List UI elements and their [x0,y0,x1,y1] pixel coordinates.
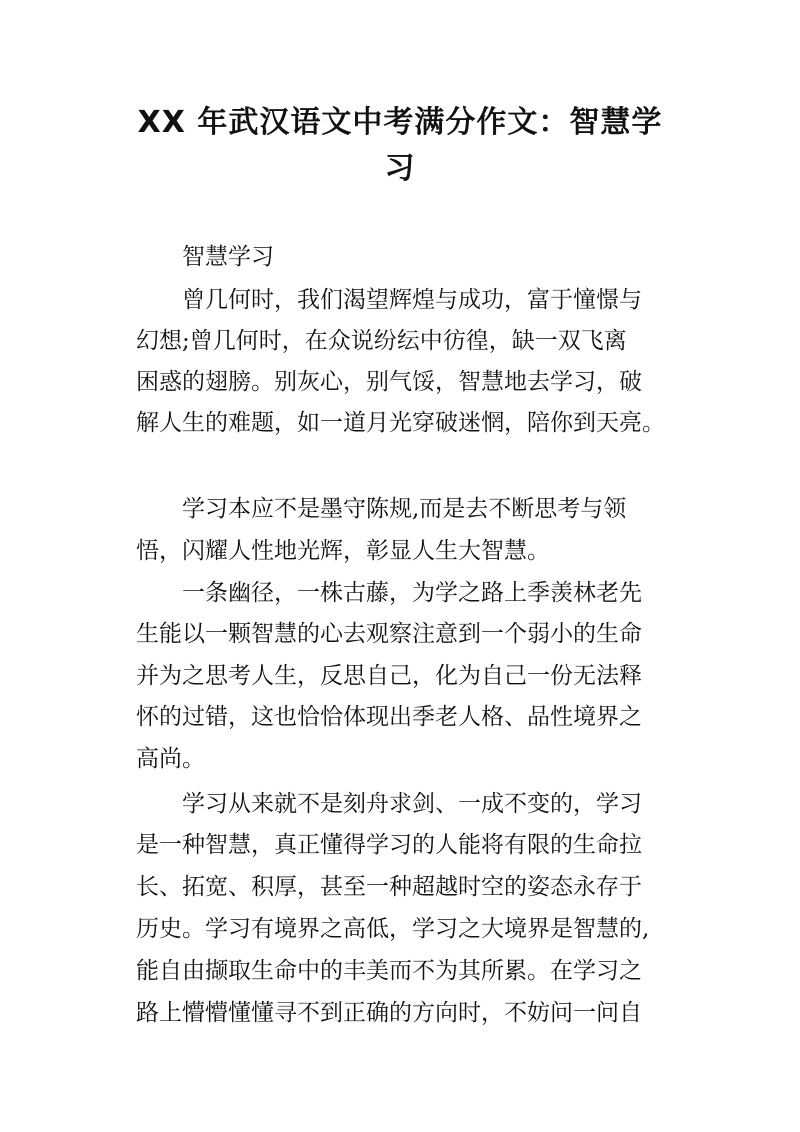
paragraph-line: 历史。学习有境界之高低，学习之大境界是智慧的, [136,916,650,942]
paragraph-line: 是一种智慧，真正懂得学习的人能将有限的生命拉 [136,832,642,858]
title-line-1: XX 年武汉语文中考满分作文：智慧学 [137,105,663,140]
paragraph-line: 路上懵懵懂懂寻不到正确的方向时，不妨问一问自 [136,1000,642,1026]
paragraph-line: 幻想;曾几何时，在众说纷纭中彷徨，缺一双飞离 [136,328,627,354]
paragraph-line: 困惑的翅膀。别灰心，别气馁，智慧地去学习，破 [136,369,642,395]
paragraph-line: 悟，闪耀人性地光辉，彰显人生大智慧。 [136,538,550,564]
paragraph-line: 并为之思考人生，反思自己，化为自己一份无法释 [136,663,642,689]
paragraph-line: 高尚。 [136,746,205,772]
section-heading: 智慧学习 [182,244,274,270]
paragraph-line: 怀的过错，这也恰恰体现出季老人格、品性境界之 [136,704,642,730]
document-title [130,100,670,192]
paragraph-line: 曾几何时，我们渴望辉煌与成功，富于憧憬与 [182,287,642,313]
paragraph-line: 学习从来就不是刻舟求剑、一成不变的，学习 [182,791,642,817]
paragraph-line: 解人生的难题，如一道月光穿破迷惘，陪你到天亮。 [136,410,665,436]
paragraph-line: 能自由撷取生命中的丰美而不为其所累。在学习之 [136,958,642,984]
paragraph-line: 学习本应不是墨守陈规,而是去不断思考与领 [182,496,627,522]
paragraph-line: 长、拓宽、积厚，甚至一种超越时空的姿态永存于 [136,874,642,900]
paragraph-line: 生能以一颗智慧的心去观察注意到一个弱小的生命 [136,621,642,647]
paragraph-line: 一条幽径，一株古藤，为学之路上季羡林老先 [182,580,642,606]
title-line-2: 习 [384,151,416,186]
